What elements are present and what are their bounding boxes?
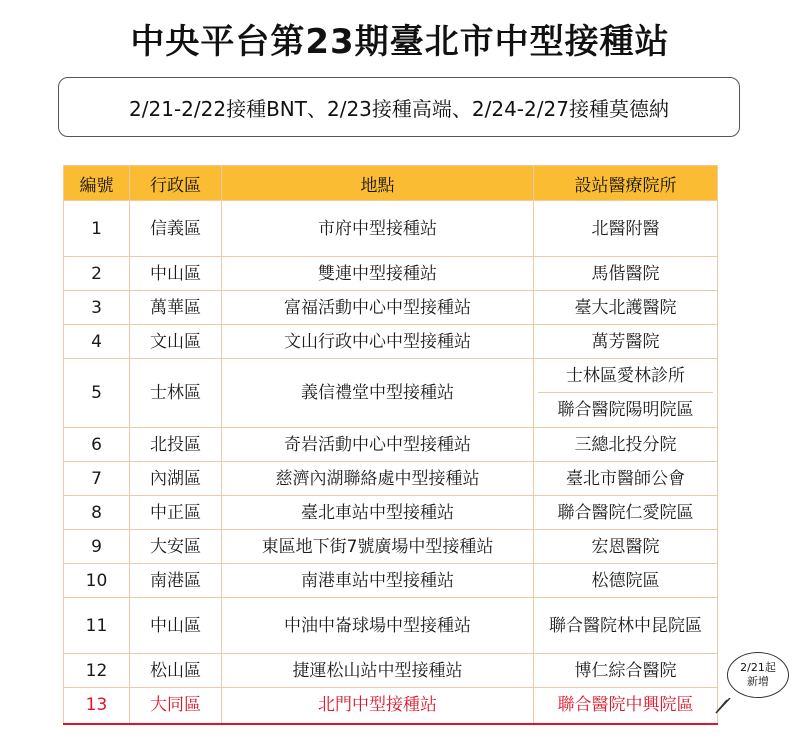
table-row	[64, 257, 718, 291]
header-number: 編號	[64, 166, 130, 201]
row-hospital: 聯合醫院仁愛院區	[534, 496, 718, 530]
row-site: 文山行政中心中型接種站	[222, 325, 534, 359]
schedule-text: 2/21-2/22接種BNT、2/23接種高端、2/24-2/27接種莫德納	[129, 96, 669, 121]
header-hospital: 設站醫療院所	[534, 166, 718, 201]
row-hospital: 北醫附醫	[534, 201, 718, 257]
row-number: 13	[64, 688, 130, 724]
row-hospital: 聯合醫院林中昆院區	[534, 598, 718, 654]
row-site: 市府中型接種站	[222, 201, 534, 257]
row-number: 5	[64, 359, 130, 428]
header-location: 地點	[222, 166, 534, 201]
row-hospital: 士林區愛林診所	[538, 359, 713, 393]
row-number: 4	[64, 325, 130, 359]
row-district: 萬華區	[130, 291, 222, 325]
row-number: 11	[64, 598, 130, 654]
row-hospital: 松德院區	[534, 564, 718, 598]
row-district: 南港區	[130, 564, 222, 598]
row-district: 中山區	[130, 257, 222, 291]
row-hospital: 臺北市醫師公會	[534, 462, 718, 496]
callout-tail-icon	[714, 698, 732, 714]
row-district: 內湖區	[130, 462, 222, 496]
row-number: 2	[64, 257, 130, 291]
row-number: 6	[64, 428, 130, 462]
row-number: 10	[64, 564, 130, 598]
row-district: 北投區	[130, 428, 222, 462]
row-number: 1	[64, 201, 130, 257]
table-header-row	[64, 166, 718, 201]
table-row	[64, 462, 718, 496]
row-site: 捷運松山站中型接種站	[222, 654, 534, 688]
row-hospital-secondary: 聯合醫院陽明院區	[557, 400, 694, 420]
row-site: 義信禮堂中型接種站	[222, 359, 534, 428]
row-site: 奇岩活動中心中型接種站	[222, 428, 534, 462]
row-hospital: 聯合醫院中興院區	[534, 688, 718, 724]
row-number: 7	[64, 462, 130, 496]
row-hospital: 三總北投分院	[534, 428, 718, 462]
table-row	[64, 654, 718, 688]
row-hospital: 萬芳醫院	[534, 325, 718, 359]
table-row	[64, 598, 718, 654]
table-row	[64, 325, 718, 359]
row-district: 文山區	[130, 325, 222, 359]
row-site: 富福活動中心中型接種站	[222, 291, 534, 325]
row-site: 慈濟內湖聯絡處中型接種站	[222, 462, 534, 496]
table-row	[64, 530, 718, 564]
callout-label: 新增	[747, 675, 769, 688]
row-hospital: 博仁綜合醫院	[534, 654, 718, 688]
row-number: 9	[64, 530, 130, 564]
row-district: 大同區	[130, 688, 222, 724]
table-row	[64, 359, 718, 428]
row-number: 3	[64, 291, 130, 325]
table-row-new	[64, 688, 718, 724]
row-site: 雙連中型接種站	[222, 257, 534, 291]
row-district: 中山區	[130, 598, 222, 654]
table-row	[64, 564, 718, 598]
row-hospital: 馬偕醫院	[534, 257, 718, 291]
row-hospital-split	[534, 359, 718, 428]
new-site-callout	[727, 652, 789, 698]
row-number: 8	[64, 496, 130, 530]
page-title: 中央平台第23期臺北市中型接種站	[130, 22, 670, 62]
row-district: 中正區	[130, 496, 222, 530]
table-row	[64, 201, 718, 257]
row-site: 南港車站中型接種站	[222, 564, 534, 598]
table-row	[64, 291, 718, 325]
row-district: 松山區	[130, 654, 222, 688]
header-district: 行政區	[130, 166, 222, 201]
callout-date: 2/21起	[740, 661, 776, 674]
row-district: 信義區	[130, 201, 222, 257]
schedule-banner	[58, 77, 740, 137]
table-row	[64, 428, 718, 462]
vaccination-sites-table	[63, 165, 718, 725]
table-row	[64, 496, 718, 530]
row-site: 臺北車站中型接種站	[222, 496, 534, 530]
row-hospital: 宏恩醫院	[534, 530, 718, 564]
row-number: 12	[64, 654, 130, 688]
row-site: 北門中型接種站	[222, 688, 534, 724]
row-site: 東區地下街7號廣場中型接種站	[222, 530, 534, 564]
row-site: 中油中崙球場中型接種站	[222, 598, 534, 654]
row-district: 大安區	[130, 530, 222, 564]
row-hospital: 臺大北護醫院	[534, 291, 718, 325]
row-district: 士林區	[130, 359, 222, 428]
